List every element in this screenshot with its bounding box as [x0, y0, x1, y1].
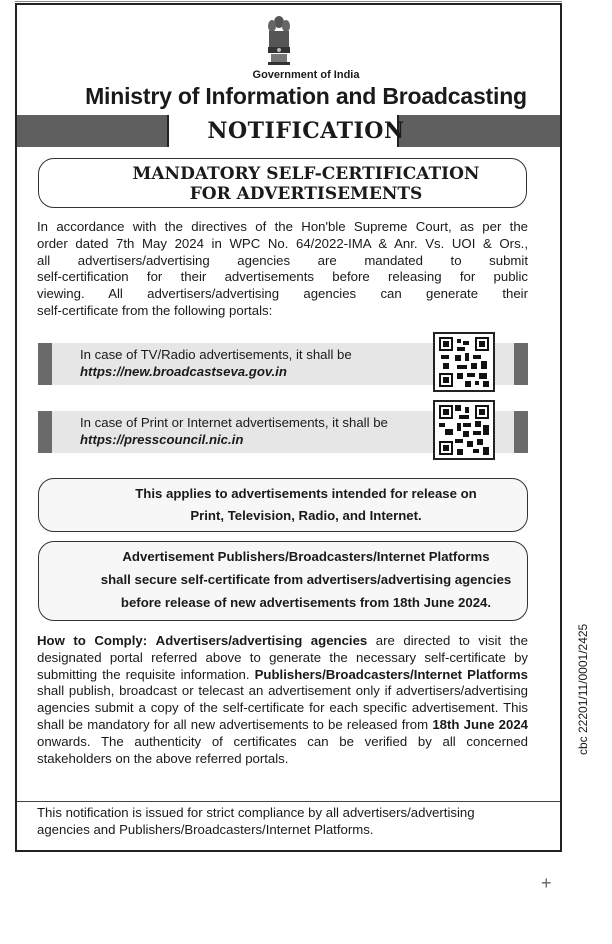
qr-code-icon	[438, 337, 490, 387]
applies-line-2: Print, Television, Radio, and Internet.	[190, 508, 422, 523]
portal-left-bar	[38, 411, 52, 453]
heading-line-2: FOR ADVERTISEMENTS	[189, 184, 423, 204]
comply-label: How to Comply:	[37, 633, 148, 648]
government-label: Government of India	[252, 69, 360, 81]
comply-bold-publishers: Publishers/Broadcasters/Internet Platforms	[254, 666, 528, 682]
closing-paragraph	[37, 805, 528, 839]
heading-line-1: MANDATORY SELF-CERTIFICATION	[132, 164, 480, 184]
intro-line: viewing. All advertisers/advertising agencies can generate their	[37, 286, 528, 302]
publishers-line-3: before release of new advertisements from 18th June 2024.	[120, 595, 492, 610]
portal-description: In case of Print or Internet advertisements, it shall be	[80, 415, 388, 430]
comply-bold-advertisers: Advertisers/advertising agencies	[155, 633, 368, 648]
ministry-title: Ministry of Information and Broadcasting	[85, 83, 527, 109]
closing-line-2: agencies and Publishers/Broadcasters/Internet Platforms.	[37, 821, 374, 837]
closing-divider	[17, 801, 560, 802]
comply-text-3: onwards. The authenticity of certificates can be verified by all concerned stakeholders on the above referred portals.	[37, 733, 528, 766]
comply-bold-date: 18th June 2024	[432, 716, 528, 732]
closing-line-1: This notification is issued for strict compliance by all advertisers/advertising	[37, 805, 475, 820]
portal-text	[80, 346, 420, 380]
portal-url-link[interactable]: https://presscouncil.nic.in	[80, 432, 244, 447]
notification-title: NOTIFICATION	[207, 118, 405, 144]
portal-row-print-internet	[38, 411, 528, 453]
comply-text-2: shall publish, broadcast or telecast an advertisement only if advertisers/advertising agencies submit a copy of the self-certificate for each specific advertisement. This shall be mandatory for all new advertisements to be released from	[37, 683, 528, 732]
qr-code-icon	[433, 400, 495, 460]
qr-code-icon	[438, 405, 490, 455]
comply-text-1: are directed to visit the designated portal referred above to generate the necessary self-certificate by submitting the requisite information.	[37, 633, 528, 682]
crosshair-icon: +	[541, 873, 552, 893]
portal-left-bar	[38, 343, 52, 385]
portal-url-link[interactable]: https://new.broadcastseva.gov.in	[80, 364, 287, 379]
publishers-line-2: shall secure self-certificate from advertisers/advertising agencies	[100, 572, 512, 587]
portal-description: In case of TV/Radio advertisements, it shall be	[80, 347, 352, 362]
publishers-line-1: Advertisement Publishers/Broadcasters/Internet Platforms	[122, 549, 490, 564]
how-to-comply-paragraph	[37, 633, 528, 767]
reference-code: cbc 22201/11/0001/2425	[576, 623, 590, 755]
national-emblem-icon	[265, 14, 293, 66]
top-rule	[15, 1, 562, 2]
portal-row-tv-radio	[38, 343, 528, 385]
intro-line: self-certificate from the following portals:	[37, 302, 273, 318]
intro-line: order dated 7th May 2024 in WPC No. 64/2022-IMA & Anr. Vs. UOI & Ors.,	[37, 235, 528, 251]
portal-right-bar	[514, 411, 528, 453]
qr-code-icon	[433, 332, 495, 392]
applies-line-1: This applies to advertisements intended for release on	[135, 486, 477, 501]
intro-line: In accordance with the directives of the Hon'ble Supreme Court, as per the	[37, 219, 528, 234]
intro-line: all advertisers/advertising agencies are mandated to submit	[37, 252, 528, 268]
intro-paragraph	[37, 219, 528, 320]
portal-text	[80, 414, 420, 448]
intro-line: self-certification for their advertisements before releasing for public	[37, 269, 528, 285]
portal-right-bar	[514, 343, 528, 385]
